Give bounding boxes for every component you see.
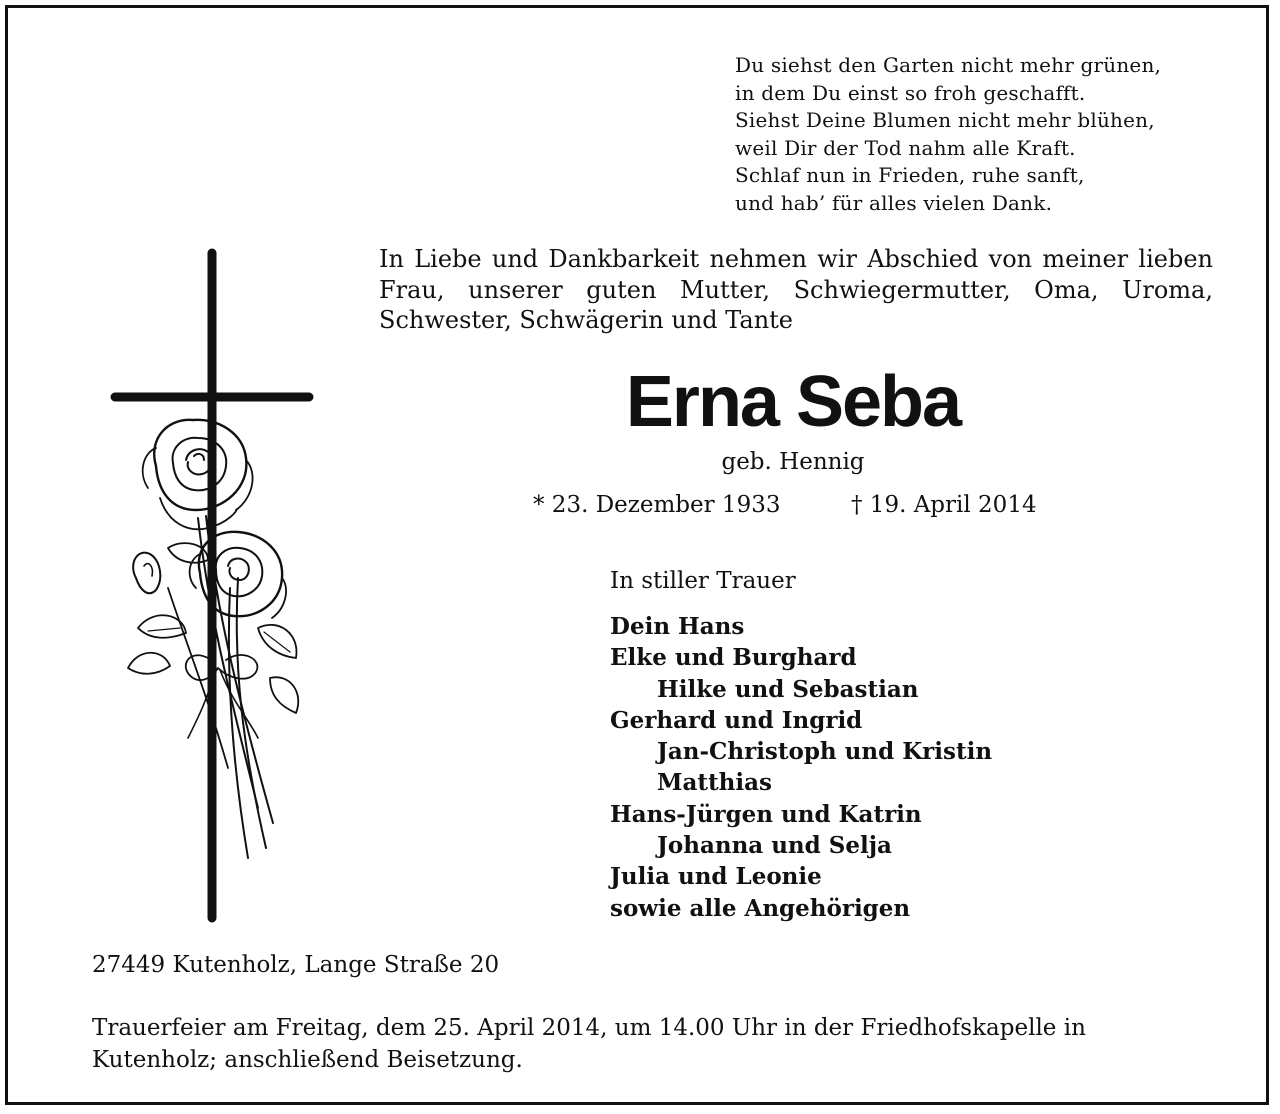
poem-line: Du siehst den Garten nicht mehr grünen, xyxy=(735,53,1162,77)
birth-name: geb. Hennig xyxy=(721,449,865,475)
poem-line: Schlaf nun in Frieden, ruhe sanft, xyxy=(735,163,1085,187)
family-member: Matthias xyxy=(657,769,772,797)
life-dates xyxy=(533,490,1093,520)
poem-line: weil Dir der Tod nahm alle Kraft. xyxy=(735,135,1076,160)
family-member: Johanna und Selja xyxy=(657,832,892,860)
deceased-name: Erna Seba xyxy=(625,362,961,442)
poem-line: in dem Du einst so froh geschafft. xyxy=(735,80,1086,105)
death-date: † 19. April 2014 xyxy=(851,492,1037,518)
family-member: sowie alle Angehörigen xyxy=(610,894,911,922)
cross-with-roses-icon xyxy=(108,248,318,928)
family-member: Julia und Leonie xyxy=(610,863,822,891)
family-member: Dein Hans xyxy=(610,613,745,640)
poem-line: und hab’ für alles vielen Dank. xyxy=(735,190,1053,215)
ceremony-text: Trauerfeier am Freitag, dem 25. April 2014, um 14.00 Uhr in der Friedhofskapelle in Kutenholz; anschließend Beisetzung. xyxy=(92,1015,1086,1073)
family-list xyxy=(610,611,992,924)
address: 27449 Kutenholz, Lange Straße 20 xyxy=(92,952,500,978)
family-member: Elke und Burghard xyxy=(610,644,857,672)
birth-date: * 23. Dezember 1933 xyxy=(533,492,781,518)
poem xyxy=(735,52,1235,217)
obituary-notice xyxy=(5,5,1269,1105)
family-member: Hilke und Sebastian xyxy=(657,675,919,703)
family-member: Hans-Jürgen und Katrin xyxy=(610,800,922,828)
family-member: Gerhard und Ingrid xyxy=(610,706,863,734)
mourning-label: In stiller Trauer xyxy=(610,568,796,594)
family-member: Jan-Christoph und Kristin xyxy=(657,738,993,766)
intro-text: In Liebe und Dankbarkeit nehmen wir Abschied von meiner lieben Frau, unserer guten Mutter, Schwiegermutter, Oma, Uroma, Schwester, Schwägerin und Tante xyxy=(379,245,1213,334)
poem-line: Siehst Deine Blumen nicht mehr blühen, xyxy=(735,108,1155,132)
